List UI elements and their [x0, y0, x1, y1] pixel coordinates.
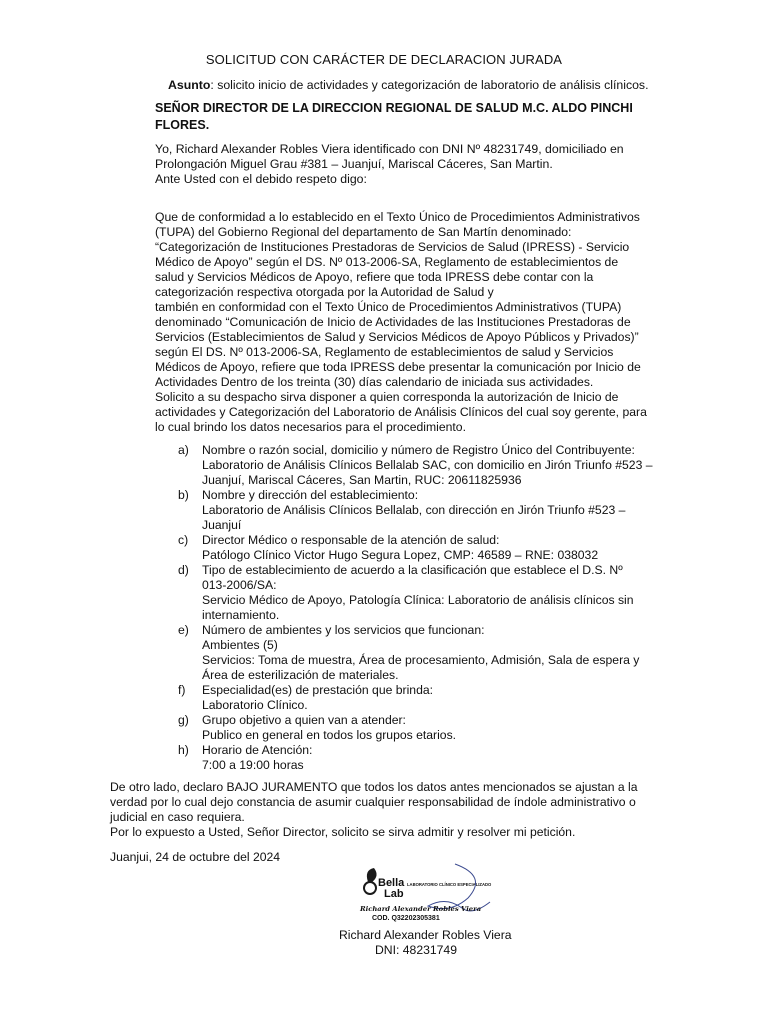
list-item: [178, 683, 660, 713]
list-letter: g): [178, 713, 189, 727]
list-line: 013-2006/SA:: [202, 578, 277, 592]
list-line: Horario de Atención:: [202, 743, 313, 757]
list-line: Laboratorio de Análisis Clínicos Bellalab SAC, con domicilio en Jirón Triunfo #523 –: [202, 458, 653, 472]
handwritten-signature: [428, 864, 490, 911]
list-letter: h): [178, 743, 189, 757]
intro-line: Yo, Richard Alexander Robles Viera identificado con DNI Nº 48231749, domiciliado en: [155, 142, 624, 156]
logo-text-bella: Bella: [378, 877, 405, 889]
list-line: Tipo de establecimiento de acuerdo a la clasificación que establece el D.S. Nº: [202, 563, 623, 577]
list-line: Número de ambientes y los servicios que funcionan:: [202, 623, 485, 637]
list-line: 7:00 a 19:00 horas: [202, 758, 304, 772]
signer-dni: DNI: 48231749: [375, 943, 457, 957]
signer-name: Richard Alexander Robles Viera: [339, 928, 512, 942]
list-line: Nombre y dirección del establecimiento:: [202, 488, 419, 502]
list-line: Área de esterilización de materiales.: [202, 668, 399, 682]
list-content: [202, 533, 660, 563]
body-line: Médicos de Apoyo, refiere que toda IPRESS debe presentar la comunicación por Inicio de: [155, 360, 641, 374]
document-title: SOLICITUD CON CARÁCTER DE DECLARACION JURADA: [205, 52, 563, 67]
list-content: [202, 443, 660, 488]
closing-paragraph: [110, 780, 660, 840]
place-date: Juanjui, 24 de octubre del 2024: [110, 850, 281, 864]
list-line: Director Médico o responsable de la atención de salud:: [202, 533, 500, 547]
body-line: Actividades Dentro de los treinta (30) días calendario de iniciada sus actividades.: [155, 375, 594, 389]
body-line: Servicios (Establecimientos de Salud y Servicios Médicos de Apoyo Públicos y Privados)”: [155, 330, 639, 344]
list-line: Juanjuí, Mariscal Cáceres, San Martin, RUC: 20611825936: [202, 473, 522, 487]
list-line: Juanjuí: [202, 518, 242, 532]
stamp-name: Richard Alexander Robles Viera: [360, 905, 482, 913]
list-line: internamiento.: [202, 608, 280, 622]
details-list: [178, 443, 660, 773]
body-line: (TUPA) del Gobierno Regional del departamento de San Martín denominado:: [155, 225, 572, 239]
list-item: [178, 533, 660, 563]
body-line: salud y Servicios Médicos de Apoyo, refiere que toda IPRESS debe contar con la: [155, 270, 594, 284]
list-line: Servicios: Toma de muestra, Área de procesamiento, Admisión, Sala de espera y: [202, 653, 640, 667]
list-letter: e): [178, 623, 189, 637]
list-line: Patólogo Clínico Victor Hugo Segura Lopez, CMP: 46589 – RNE: 038032: [202, 548, 599, 562]
subject-line: [168, 78, 649, 92]
intro-line: Ante Usted con el debido respeto digo:: [155, 172, 367, 186]
list-content: [202, 623, 660, 683]
signature-stamp: [350, 856, 500, 926]
body-line: denominado “Comunicación de Inicio de Actividades de las Instituciones Prestadoras de: [155, 315, 631, 329]
list-content: [202, 743, 660, 773]
stamp-tagline: LABORATORIO CLÍNICO ESPECIALIZADO: [407, 882, 492, 887]
list-letter: a): [178, 443, 189, 457]
list-item: [178, 623, 660, 683]
list-content: [202, 683, 660, 713]
list-line: Grupo objetivo a quien van a atender:: [202, 713, 406, 727]
list-line: Ambientes (5): [202, 638, 278, 652]
addressee: SEÑOR DIRECTOR DE LA DIRECCION REGIONAL DE SALUD M.C. ALDO PINCHI FLORES.: [155, 101, 633, 132]
subject-text: : solicito inicio de actividades y categorización de laboratorio de análisis clínicos.: [210, 78, 649, 92]
body-line: categorización respectiva otorgada por la Autoridad de Salud y: [155, 285, 494, 299]
intro-line: Prolongación Miguel Grau #381 – Juanjuí, Mariscal Cáceres, San Martin.: [155, 157, 553, 171]
list-line: Nombre o razón social, domicilio y número de Registro Único del Contribuyente:: [202, 443, 635, 457]
list-letter: f): [178, 683, 186, 697]
body-line: también en conformidad con el Texto Único de Procedimientos Administrativos (TUPA): [155, 300, 622, 314]
list-content: [202, 713, 660, 743]
list-line: Laboratorio Clínico.: [202, 698, 308, 712]
body-paragraph: [155, 210, 665, 435]
list-item: [178, 713, 660, 743]
list-item: [178, 488, 660, 533]
body-line: Que de conformidad a lo establecido en el Texto Único de Procedimientos Administrativos: [155, 210, 640, 224]
list-content: [202, 563, 660, 623]
closing-line: verdad por lo cual dejo constancia de asumir cualquier responsabilidad de índole administrativo o: [110, 795, 636, 809]
subject-label: Asunto: [168, 78, 211, 92]
list-line: Publico en general en todos los grupos etarios.: [202, 728, 457, 742]
logo-icon: [367, 868, 377, 882]
list-line: Servicio Médico de Apoyo, Patología Clínica: Laboratorio de análisis clínicos sin: [202, 593, 634, 607]
list-letter: d): [178, 563, 189, 577]
body-line: actividades y Categorización del Laboratorio de Análisis Clínicos del cual soy gerente, para: [155, 405, 647, 419]
list-item: [178, 743, 660, 773]
body-line: Solicito a su despacho sirva disponer a quien corresponda la autorización de Inicio de: [155, 390, 619, 404]
list-letter: b): [178, 488, 189, 502]
logo-text-lab: Lab: [384, 888, 404, 900]
intro-paragraph: [155, 142, 675, 187]
list-line: Especialidad(es) de prestación que brinda:: [202, 683, 434, 697]
body-line: Médico de Apoyo” según el DS. Nº 013-2006-SA, Reglamento de establecimientos de: [155, 255, 619, 269]
body-line: según El DS. Nº 013-2006-SA, Reglamento de establecimientos de salud y Servicios: [155, 345, 614, 359]
body-line: lo cual brindo los datos necesarios para el procedimiento.: [155, 420, 466, 434]
closing-line: Por lo expuesto a Usted, Señor Director, solicito se sirva admitir y resolver mi petición.: [110, 825, 576, 839]
logo-flask-icon: [364, 882, 376, 894]
list-line: Laboratorio de Análisis Clínicos Bellalab, con dirección en Jirón Triunfo #523 –: [202, 503, 626, 517]
closing-line: judicial en caso requiera.: [110, 810, 245, 824]
body-line: “Categorización de Instituciones Prestadoras de Servicios de Salud (IPRESS) - Servicio: [155, 240, 630, 254]
stamp-code: COD. Q32202305381: [372, 915, 440, 922]
list-item: [178, 563, 660, 623]
list-letter: c): [178, 533, 189, 547]
list-content: [202, 488, 660, 533]
closing-line: De otro lado, declaro BAJO JURAMENTO que todos los datos antes mencionados se ajustan a la: [110, 780, 638, 794]
list-item: [178, 443, 660, 488]
